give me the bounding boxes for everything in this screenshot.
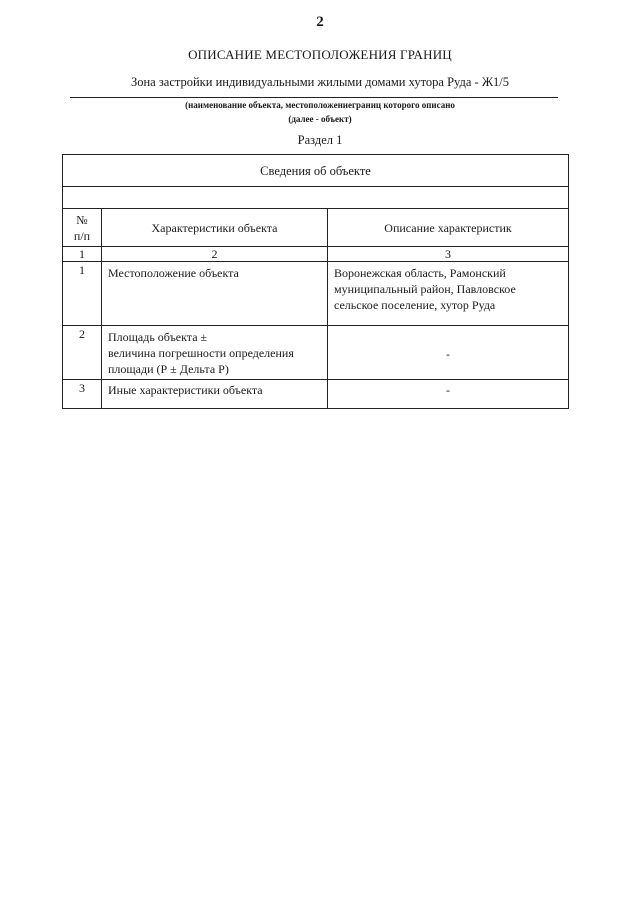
column-header-num-line1: № [76, 212, 88, 227]
object-caption-line2: (далее - объект) [288, 114, 352, 124]
page-number: 2 [316, 14, 324, 30]
row-description: - [328, 380, 569, 409]
column-numbers-row [63, 247, 569, 262]
table-header-cell: Сведения об объекте [63, 155, 569, 187]
document-title: ОПИСАНИЕ МЕСТОПОЛОЖЕНИЯ ГРАНИЦ [188, 47, 452, 62]
column-number-1: 1 [63, 247, 102, 262]
column-header-num-line2: п/п [73, 228, 91, 243]
table-empty-cell [63, 187, 569, 209]
row-description [328, 262, 569, 326]
table-row [63, 380, 569, 409]
table-row [63, 262, 569, 326]
row-number: 3 [63, 380, 102, 409]
row-characteristic-line: площади (Р ± Дельта Р) [108, 362, 229, 376]
row-description-line: Воронежская область, Рамонский [334, 266, 506, 280]
row-number: 2 [63, 326, 102, 380]
row-characteristic-line: Площадь объекта ± [108, 330, 208, 344]
row-characteristic: Местоположение объекта [102, 262, 328, 326]
object-name-underline [70, 97, 558, 98]
column-header-num [63, 209, 102, 247]
column-number-2: 2 [102, 247, 328, 262]
column-header-characteristics: Характеристики объекта [102, 209, 328, 247]
column-header-description: Описание характеристик [328, 209, 569, 247]
row-characteristic-line: величина погрешности определения [108, 346, 294, 360]
column-headers-row [63, 209, 569, 247]
table-header-row [63, 155, 569, 187]
row-description: - [328, 326, 569, 380]
row-description-line: муниципальный район, Павловское [334, 282, 516, 296]
section-label: Раздел 1 [297, 133, 343, 147]
row-number: 1 [63, 262, 102, 326]
object-info-table [62, 154, 569, 409]
row-characteristic: Иные характеристики объекта [102, 380, 328, 409]
table-empty-row [63, 187, 569, 209]
object-name: Зона застройки индивидуальными жилыми домами хутора Руда - Ж1/5 [130, 75, 510, 89]
row-characteristic [102, 326, 328, 380]
column-number-3: 3 [328, 247, 569, 262]
table-row [63, 326, 569, 380]
row-description-line: сельское поселение, хутор Руда [334, 298, 496, 312]
object-caption-line1: (наименование объекта, местоположениеграниц которого описано [185, 100, 455, 110]
